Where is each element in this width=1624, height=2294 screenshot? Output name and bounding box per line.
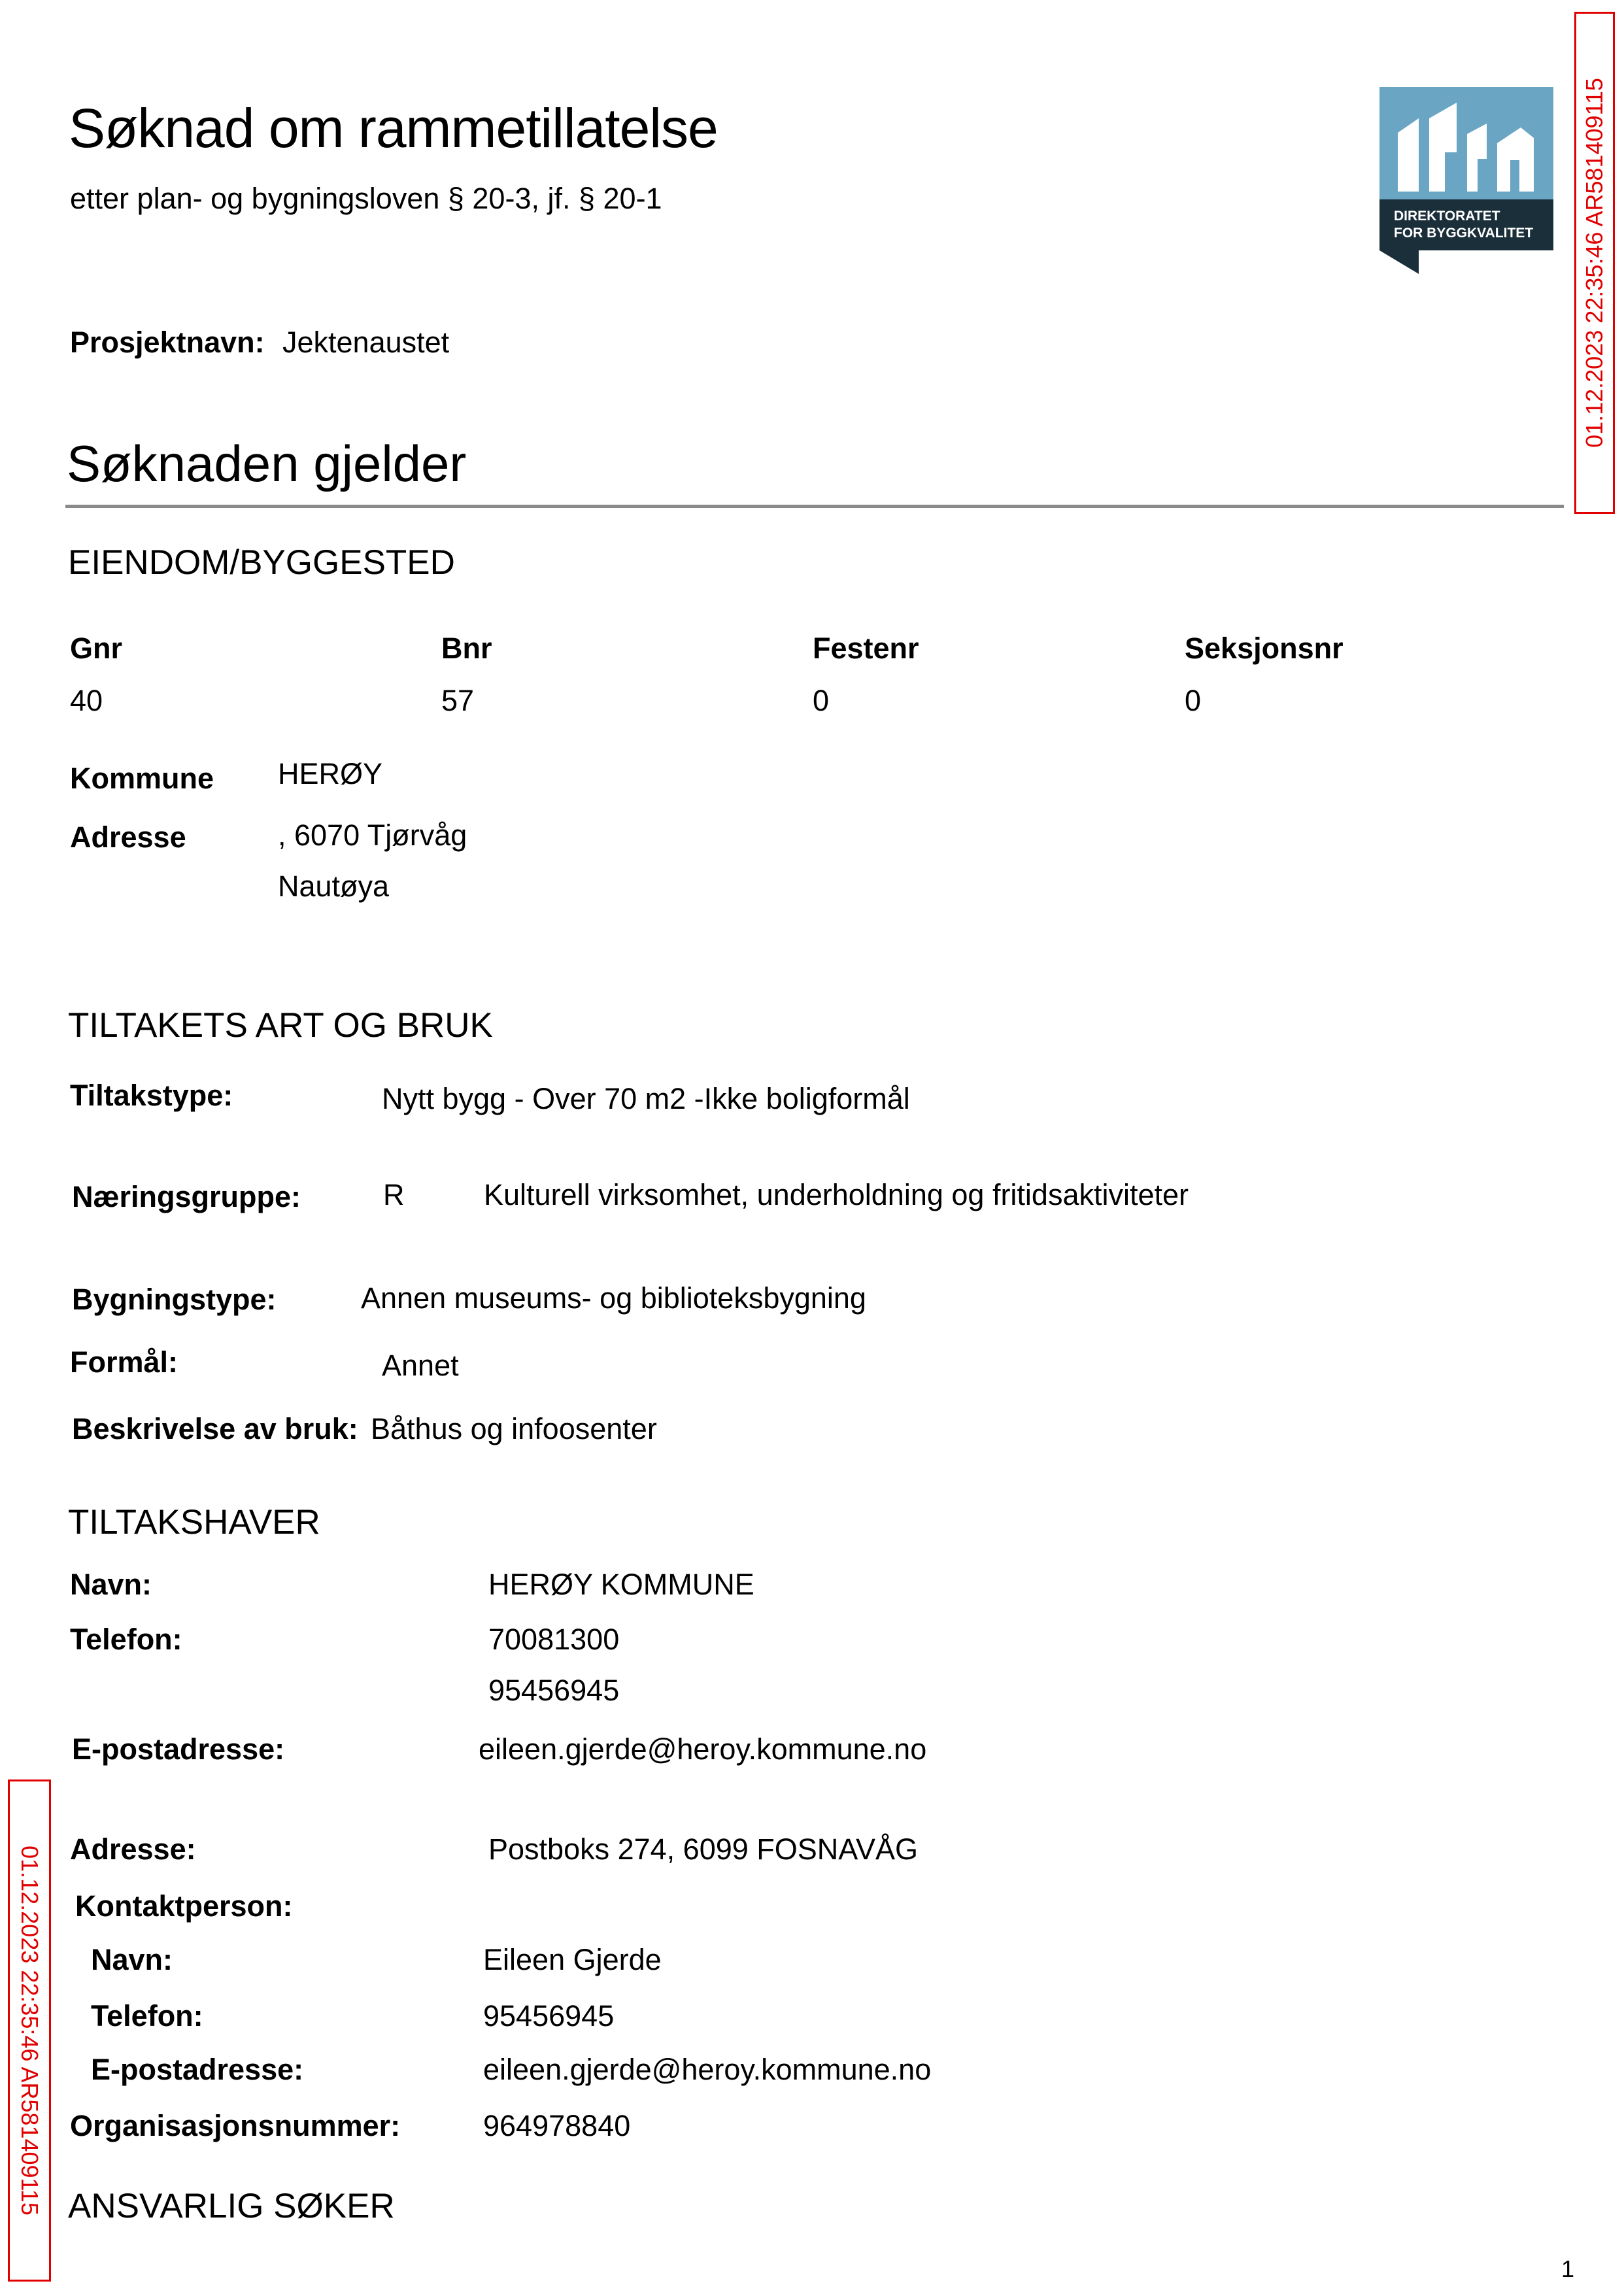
document-subtitle: etter plan- og bygningsloven § 20-3, jf. § 20-1 bbox=[70, 182, 662, 215]
naeringsgruppe-label: Næringsgruppe: bbox=[72, 1180, 301, 1213]
orgnr-value: 964978840 bbox=[483, 2109, 631, 2142]
seksjonsnr-value: 0 bbox=[1185, 684, 1202, 717]
project-name-value: Jektenaustet bbox=[282, 326, 450, 359]
kontaktperson-navn-value: Eileen Gjerde bbox=[483, 1943, 662, 1976]
tiltakshaver-telefon-label: Telefon: bbox=[70, 1623, 182, 1656]
kontaktperson-navn-label: Navn: bbox=[91, 1943, 173, 1976]
bnr-value: 57 bbox=[441, 684, 475, 717]
bygningstype-label: Bygningstype: bbox=[72, 1283, 277, 1316]
kontaktperson-telefon-label: Telefon: bbox=[91, 1999, 203, 2033]
archive-stamp-top bbox=[1574, 12, 1615, 514]
tiltakstype-value: Nytt bygg - Over 70 m2 -Ikke boligformål bbox=[382, 1082, 910, 1115]
kontaktperson-epost-value: eileen.gjerde@heroy.kommune.no bbox=[483, 2053, 932, 2086]
tiltakstype-label: Tiltakstype: bbox=[70, 1079, 233, 1112]
festenr-value: 0 bbox=[813, 684, 830, 717]
kommune-value: HERØY bbox=[278, 757, 383, 790]
bnr-label: Bnr bbox=[441, 632, 492, 665]
naeringsgruppe-value: Kulturell virksomhet, underholdning og fritidsaktiviteter bbox=[484, 1178, 1189, 1211]
document-title: Søknad om rammetillatelse bbox=[69, 97, 718, 159]
tiltakshaver-epost-value: eileen.gjerde@heroy.kommune.no bbox=[479, 1732, 927, 1766]
subheading-tiltak: TILTAKETS ART OG BRUK bbox=[68, 1006, 493, 1045]
section-heading-soknaden-gjelder: Søknaden gjelder bbox=[67, 435, 467, 492]
formal-value: Annet bbox=[382, 1349, 459, 1382]
gnr-value: 40 bbox=[70, 684, 103, 717]
kontaktperson-epost-label: E-postadresse: bbox=[91, 2053, 304, 2086]
page-number: 1 bbox=[1561, 2255, 1575, 2282]
orgnr-label: Organisasjonsnummer: bbox=[70, 2109, 401, 2142]
bygningstype-value: Annen museums- og biblioteksbygning bbox=[361, 1281, 866, 1315]
section-divider bbox=[65, 505, 1564, 508]
formal-label: Formål: bbox=[70, 1345, 178, 1379]
tiltakshaver-navn-value: HERØY KOMMUNE bbox=[488, 1568, 754, 1601]
svg-text:FOR BYGGKVALITET: FOR BYGGKVALITET bbox=[1394, 226, 1534, 241]
kontaktperson-label: Kontaktperson: bbox=[75, 1889, 293, 1923]
archive-stamp-left bbox=[8, 1780, 51, 2282]
adresse-line2: Nautøya bbox=[278, 869, 390, 903]
tiltakshaver-adresse-value: Postboks 274, 6099 FOSNAVÅG bbox=[488, 1832, 919, 1866]
festenr-label: Festenr bbox=[813, 632, 919, 665]
beskrivelse-label: Beskrivelse av bruk: bbox=[72, 1412, 358, 1445]
adresse-label: Adresse bbox=[70, 820, 186, 854]
tiltakshaver-telefon-value-1: 70081300 bbox=[488, 1623, 620, 1656]
tiltakshaver-adresse-label: Adresse: bbox=[70, 1832, 196, 1866]
subheading-tiltakshaver: TILTAKSHAVER bbox=[68, 1503, 320, 1542]
dibk-logo bbox=[1379, 87, 1553, 274]
tiltakshaver-telefon-value-2: 95456945 bbox=[488, 1674, 620, 1707]
subheading-ansvarlig-soker: ANSVARLIG SØKER bbox=[68, 2187, 395, 2225]
subheading-eiendom: EIENDOM/BYGGESTED bbox=[68, 543, 455, 582]
naeringsgruppe-code: R bbox=[383, 1178, 405, 1211]
beskrivelse-value: Båthus og infoosenter bbox=[371, 1412, 657, 1445]
seksjonsnr-label: Seksjonsnr bbox=[1185, 632, 1344, 665]
kommune-label: Kommune bbox=[70, 762, 214, 795]
gnr-label: Gnr bbox=[70, 632, 123, 665]
archive-stamp-text: 01.12.2023 22:35:46 AR581409115 bbox=[16, 1846, 44, 2216]
archive-stamp-text: 01.12.2023 22:35:46 AR581409115 bbox=[1581, 78, 1608, 448]
project-name-label: Prosjektnavn: bbox=[70, 326, 265, 359]
kontaktperson-telefon-value: 95456945 bbox=[483, 1999, 615, 2033]
tiltakshaver-navn-label: Navn: bbox=[70, 1568, 152, 1601]
adresse-line1: , 6070 Tjørvåg bbox=[278, 818, 467, 852]
tiltakshaver-epost-label: E-postadresse: bbox=[72, 1732, 285, 1766]
svg-text:DIREKTORATET: DIREKTORATET bbox=[1394, 209, 1500, 224]
